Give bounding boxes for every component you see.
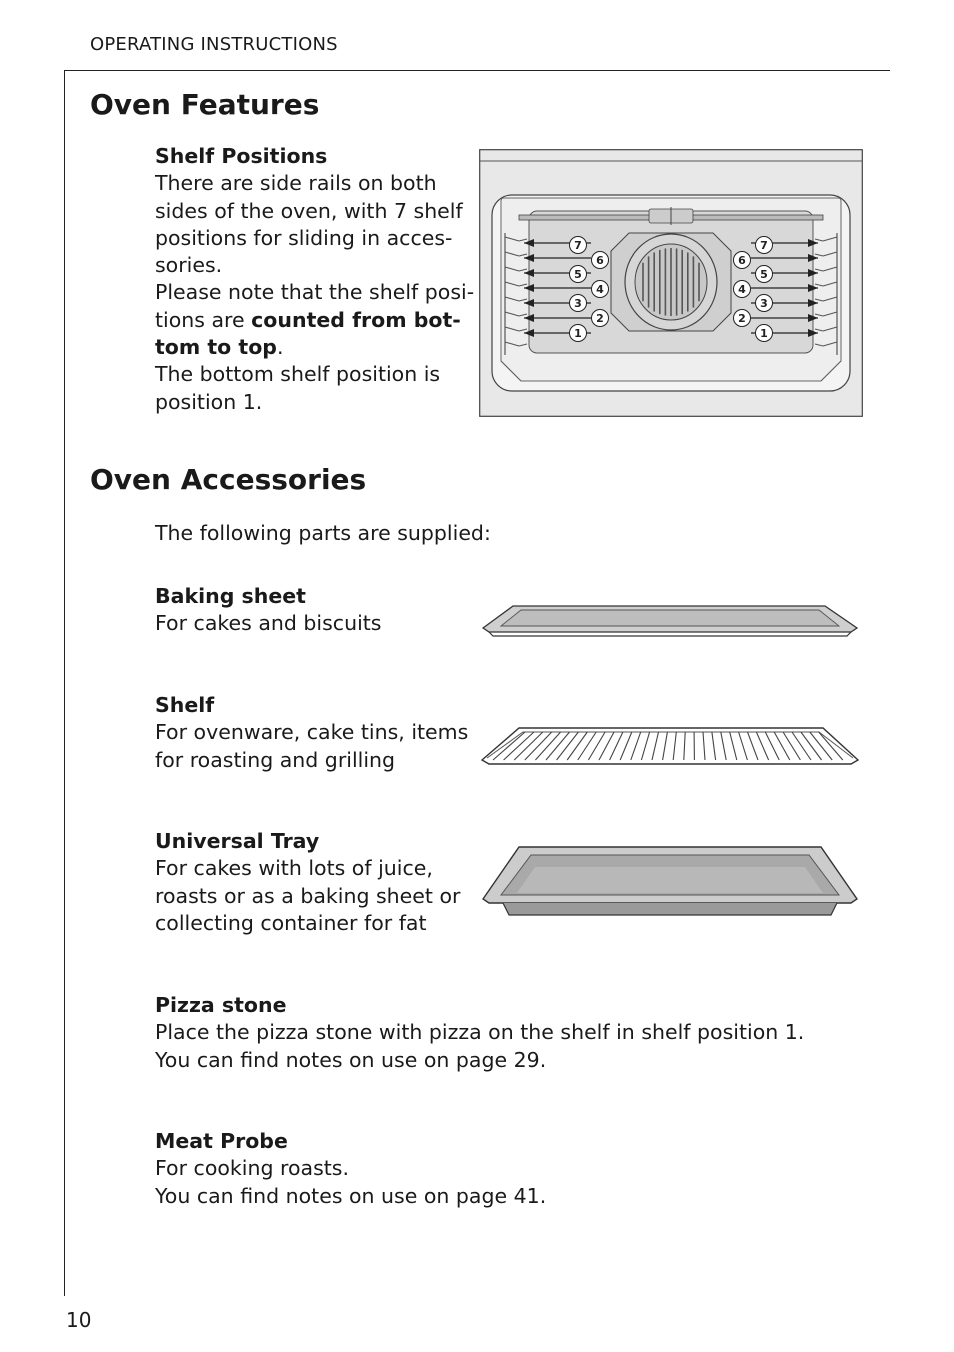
pizza-stone-block	[155, 992, 804, 1074]
text-line	[155, 334, 474, 361]
text-line: sides of the oven, with 7 shelf	[155, 198, 463, 223]
text-line: for roasting and grilling	[155, 747, 396, 772]
shelf-heading: Shelf	[155, 693, 215, 717]
shelf-label-right: 2	[738, 312, 746, 325]
shelf-label-left: 2	[596, 312, 604, 325]
shelf-label-left: 7	[574, 239, 582, 252]
text-line: You can find notes on use on page 41.	[155, 1183, 547, 1208]
shelf-positions-heading: Shelf Positions	[155, 144, 328, 168]
pizza-stone-heading: Pizza stone	[155, 993, 287, 1017]
shelf-label-left: 4	[596, 283, 604, 296]
shelf-label-right: 6	[738, 254, 746, 267]
shelf-label-right: 4	[738, 283, 746, 296]
text-line: Place the pizza stone with pizza on the shelf in shelf position 1.	[155, 1020, 805, 1045]
text-emphasis: counted from bot-	[251, 307, 461, 332]
text-line: For cakes and biscuits	[155, 611, 382, 636]
text-line: sories.	[155, 253, 223, 278]
top-rule	[64, 70, 890, 71]
oven-shelf-diagram	[479, 149, 863, 417]
meat-probe-block	[155, 1128, 546, 1210]
shelf-label-left: 6	[596, 254, 604, 267]
shelf-label-left: 5	[574, 268, 582, 281]
oven-accessories-title: Oven Accessories	[90, 463, 367, 496]
baking-sheet-heading: Baking sheet	[155, 584, 306, 608]
rack-bars	[493, 732, 843, 760]
meat-probe-heading: Meat Probe	[155, 1129, 288, 1153]
shelf-rack-illustration	[479, 720, 861, 770]
running-head: OPERATING INSTRUCTIONS	[90, 34, 338, 55]
baking-sheet-illustration	[479, 600, 861, 642]
shelf-label-left: 1	[574, 327, 582, 340]
text-plain: .	[276, 335, 284, 360]
text-line: Please note that the shelf posi-	[155, 280, 475, 305]
text-line	[155, 307, 474, 334]
universal-tray-block	[155, 828, 460, 937]
shelf-label-right: 1	[760, 327, 768, 340]
text-emphasis: tom to top	[155, 335, 277, 360]
text-line: There are side rails on both	[155, 171, 437, 196]
baking-sheet-block	[155, 583, 381, 638]
page-number: 10	[66, 1308, 92, 1332]
text-line: For ovenware, cake tins, items	[155, 720, 469, 745]
universal-tray-heading: Universal Tray	[155, 829, 320, 853]
universal-tray-illustration	[479, 843, 861, 919]
text-line: roasts or as a baking sheet or	[155, 883, 461, 908]
accessories-intro: The following parts are supplied:	[155, 521, 491, 545]
text-line: collecting container for fat	[155, 910, 427, 935]
text-line: For cooking roasts.	[155, 1156, 349, 1181]
text-line: positions for sliding in acces-	[155, 225, 453, 250]
text-line: For cakes with lots of juice,	[155, 856, 433, 881]
shelf-label-right: 5	[760, 268, 768, 281]
text-line: You can find notes on use on page 29.	[155, 1047, 547, 1072]
side-rule	[64, 70, 65, 1296]
shelf-label-left: 3	[574, 297, 582, 310]
shelf-block	[155, 692, 468, 774]
shelf-positions-block	[155, 143, 474, 416]
text-line: position 1.	[155, 389, 263, 414]
shelf-label-right: 7	[760, 239, 768, 252]
text-line: The bottom shelf position is	[155, 362, 441, 387]
oven-features-title: Oven Features	[90, 88, 320, 121]
shelf-label-right: 3	[760, 297, 768, 310]
text-plain: tions are	[155, 307, 252, 332]
